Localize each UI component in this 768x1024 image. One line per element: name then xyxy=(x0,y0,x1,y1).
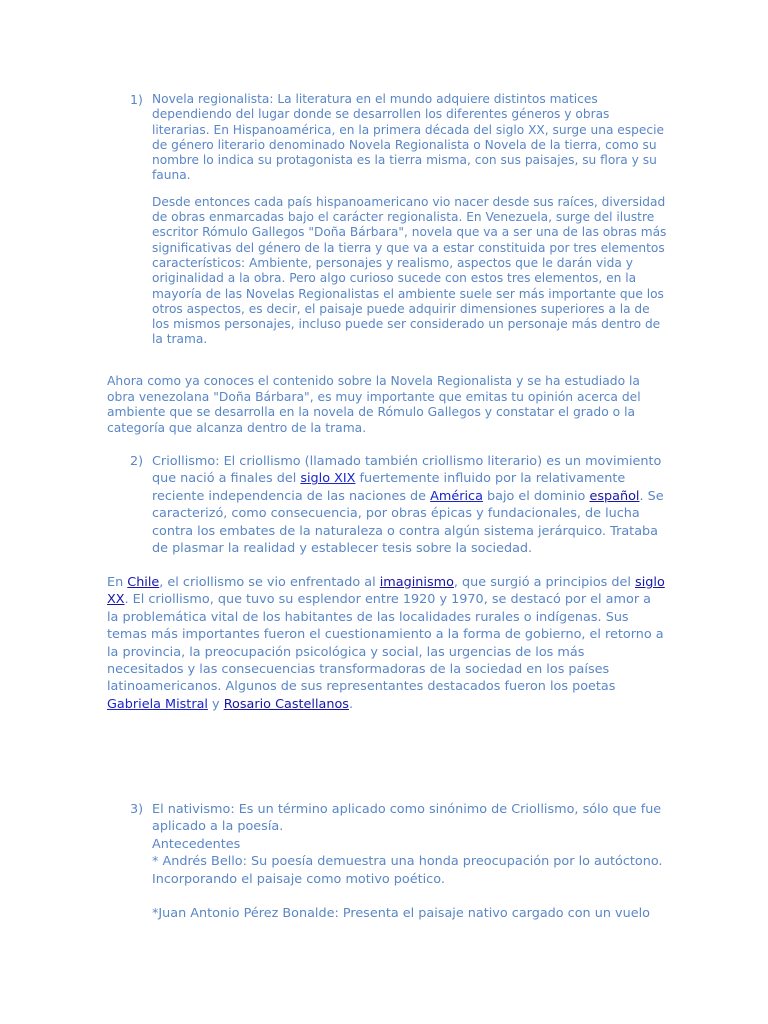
text-run: y xyxy=(207,696,224,712)
paragraph-assignment: Ahora como ya conoces el contenido sobre la Novela Regionalista y se ha estudiado la obra venezolana "Doña Bárbara", es muy importante que emitas tu opinión acerca del ambiente que se desarrolla en la novela de Rómulo Gallegos y constatar el grado o la categoría que alcanza dentro de la trama. xyxy=(107,374,641,435)
link-gabriela-mistral[interactable]: Gabriela Mistral xyxy=(107,696,208,712)
link-espanol[interactable]: español xyxy=(589,488,640,504)
text-run: . Se caracterizó, como consecuencia, por obras épicas y fundacionales, de lucha contra los embates de la naturaleza o contra algún sistema jerárquico. Trataba de plasmar la realidad y establecer tesis sobre la sociedad. xyxy=(152,488,664,557)
link-america[interactable]: América xyxy=(430,488,483,504)
link-siglo-xx[interactable]: siglo XX xyxy=(107,575,665,608)
list-item-body xyxy=(152,92,667,348)
text-nativismo-definition: El nativismo: Es un término aplicado como sinónimo de Criollismo, sólo que fue aplicado a la poesía. xyxy=(152,802,662,835)
text-run: . El criollismo, que tuvo su esplendor entre 1920 y 1970, se destacó por el amor a la problemática vital de los habitantes de las localidades rurales o indígenas. Sus temas más importantes fueron el cuestionamiento a la forma de gobierno, el retorno a la provincia, la preocupación psicológica y social, las urgencias de los más necesitados y las consecuencias transformadoras de la sociedad en los países latinoamericanos. Algunos de sus representantes destacados fueron los poetas xyxy=(107,592,664,695)
text-andres-bello: * Andrés Bello: Su poesía demuestra una honda preocupación por lo autóctono. Incorporando el paisaje como motivo poético. xyxy=(152,854,663,887)
text-run: . xyxy=(348,696,354,712)
list-item-nativismo xyxy=(130,801,670,922)
text-antecedentes-heading: Antecedentes xyxy=(152,836,241,852)
list-number: 3) xyxy=(130,802,144,817)
list-item-criollismo xyxy=(130,453,670,557)
text-run: , el criollismo se vio enfrentado al xyxy=(159,575,380,590)
paragraph-criollismo xyxy=(152,453,667,557)
list-item-body xyxy=(152,801,667,922)
link-chile[interactable]: Chile xyxy=(127,575,160,590)
paragraph-dona-barbara: Desde entonces cada país hispanoamericano vio nacer desde sus raíces, diversidad de obras enmarcadas bajo el carácter regionalista. En Venezuela, surge del ilustre escritor Rómulo Gallegos "Doña Bárbara", novela que va a ser una de las obras más significativas del género de la tierra y que va a estar constituida por tres elementos característicos: Ambiente, personajes y realismo, aspectos que le darán vida y originalidad a la obra. Pero algo curioso sucede con estos tres elementos, en la mayoría de las Novelas Regionalistas el ambiente suele ser más importante que los otros aspectos, es decir, el paisaje puede adquirir dimensiones superiores a la de los mismos personajes, incluso puede ser considerado un personaje más dentro de la trama. xyxy=(152,194,667,347)
list-item-novela-regionalista xyxy=(130,92,670,348)
paragraph-novela-definition: Novela regionalista: La literatura en el mundo adquiere distintos matices dependiendo del lugar donde se desarrollen los diferentes géneros y obras literarias. En Hispanoamérica, en la primera década del siglo XX, surge una especie de género literario denominado Novela Regionalista o Novela de la tierra, como su nombre lo indica su protagonista es la tierra misma, con sus paisajes, su flora y su fauna. xyxy=(152,92,664,183)
text-run: bajo el dominio xyxy=(482,488,590,504)
text-run: fuertemente influido por la relativamente reciente independencia de las naciones de xyxy=(152,471,626,504)
text-run: Criollismo: El criollismo (llamado también criollismo literario) es un movimiento que nació a finales del xyxy=(152,454,662,487)
link-rosario-castellanos[interactable]: Rosario Castellanos xyxy=(223,696,349,712)
list-number: 1) xyxy=(130,92,143,107)
link-imaginismo[interactable]: imaginismo xyxy=(379,575,454,590)
text-run: , que surgió a principios del xyxy=(453,575,636,590)
text-perez-bonalde: *Juan Antonio Pérez Bonalde: Presenta el paisaje nativo cargado con un vuelo xyxy=(152,906,650,922)
text-run: En xyxy=(107,575,128,590)
list-number: 2) xyxy=(130,454,144,469)
link-siglo-xix[interactable]: siglo XIX xyxy=(300,471,356,487)
paragraph-criollismo-chile xyxy=(107,574,665,713)
